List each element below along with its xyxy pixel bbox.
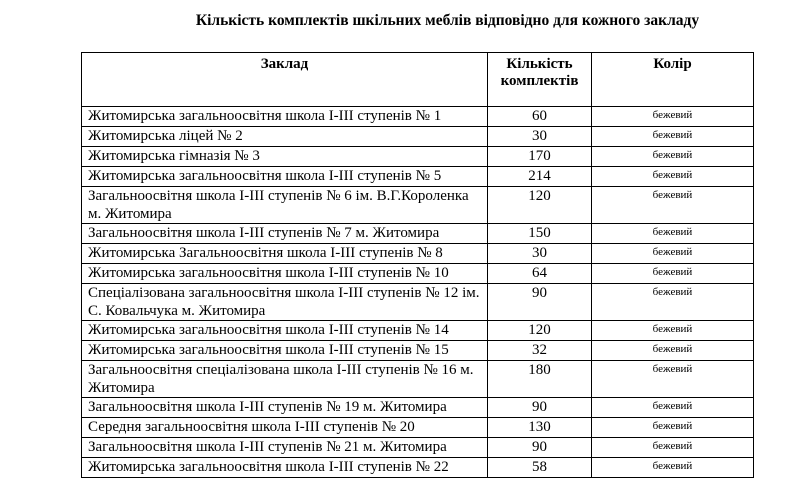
table-row	[82, 224, 754, 244]
color-cell: бежевий	[592, 418, 754, 438]
color-cell: бежевий	[592, 321, 754, 341]
quantity-cell: 30	[488, 127, 592, 147]
school-cell: Загальноосвітня школа І-ІІІ ступенів № 7 м. Житомира	[82, 224, 488, 244]
table-header-row	[82, 53, 754, 107]
table-row	[82, 127, 754, 147]
quantity-cell: 90	[488, 398, 592, 418]
color-cell: бежевий	[592, 264, 754, 284]
quantity-cell: 150	[488, 224, 592, 244]
school-cell: Спеціалізована загальноосвітня школа І-ІІІ ступенів № 12 ім. С. Ковальчука м. Житомира	[82, 284, 488, 321]
header-school: Заклад	[82, 53, 488, 107]
quantity-cell: 58	[488, 458, 592, 478]
quantity-cell: 130	[488, 418, 592, 438]
color-cell: бежевий	[592, 438, 754, 458]
school-cell: Житомирська гімназія № 3	[82, 147, 488, 167]
quantity-cell: 214	[488, 167, 592, 187]
table-row	[82, 418, 754, 438]
color-cell: бежевий	[592, 127, 754, 147]
quantity-cell: 90	[488, 438, 592, 458]
quantity-cell: 60	[488, 107, 592, 127]
table-row	[82, 147, 754, 167]
quantity-cell: 90	[488, 284, 592, 321]
table-row	[82, 458, 754, 478]
school-cell: Житомирська загальноосвітня школа І-ІІІ ступенів № 5	[82, 167, 488, 187]
table-row	[82, 167, 754, 187]
color-cell: бежевий	[592, 187, 754, 224]
table-row	[82, 321, 754, 341]
school-cell: Житомирська ліцей № 2	[82, 127, 488, 147]
color-cell: бежевий	[592, 341, 754, 361]
table-row	[82, 187, 754, 224]
school-cell: Житомирська загальноосвітня школа І-ІІІ ступенів № 15	[82, 341, 488, 361]
school-cell: Загальноосвітня школа І-ІІІ ступенів № 21 м. Житомира	[82, 438, 488, 458]
document-title: Кількість комплектів шкільних меблів відповідно для кожного закладу	[195, 12, 700, 29]
color-cell: бежевий	[592, 398, 754, 418]
school-cell: Житомирська Загальноосвітня школа І-ІІІ ступенів № 8	[82, 244, 488, 264]
table-row	[82, 341, 754, 361]
table-row	[82, 398, 754, 418]
header-color: Колір	[592, 53, 754, 107]
school-cell: Житомирська загальноосвітня школа І-ІІІ ступенів № 14	[82, 321, 488, 341]
header-quantity	[488, 53, 592, 107]
quantity-cell: 120	[488, 321, 592, 341]
header-quantity-line2: комплектів	[500, 73, 579, 89]
color-cell: бежевий	[592, 147, 754, 167]
table-row	[82, 244, 754, 264]
furniture-table	[81, 52, 754, 478]
quantity-cell: 64	[488, 264, 592, 284]
color-cell: бежевий	[592, 224, 754, 244]
color-cell: бежевий	[592, 284, 754, 321]
quantity-cell: 120	[488, 187, 592, 224]
school-cell: Загальноосвітня школа І-ІІІ ступенів № 6 ім. В.Г.Короленка м. Житомира	[82, 187, 488, 224]
table-row	[82, 361, 754, 398]
color-cell: бежевий	[592, 361, 754, 398]
quantity-cell: 170	[488, 147, 592, 167]
school-cell: Загальноосвітня школа І-ІІІ ступенів № 19 м. Житомира	[82, 398, 488, 418]
quantity-cell: 32	[488, 341, 592, 361]
quantity-cell: 180	[488, 361, 592, 398]
school-cell: Загальноосвітня спеціалізована школа І-ІІІ ступенів № 16 м. Житомира	[82, 361, 488, 398]
table-row	[82, 107, 754, 127]
school-cell: Середня загальноосвітня школа І-ІІІ ступенів № 20	[82, 418, 488, 438]
school-cell: Житомирська загальноосвітня школа І-ІІІ ступенів № 22	[82, 458, 488, 478]
color-cell: бежевий	[592, 458, 754, 478]
header-quantity-line1: Кількість	[506, 56, 573, 72]
color-cell: бежевий	[592, 244, 754, 264]
color-cell: бежевий	[592, 167, 754, 187]
table-row	[82, 284, 754, 321]
quantity-cell: 30	[488, 244, 592, 264]
school-cell: Житомирська загальноосвітня школа І-ІІІ ступенів № 1	[82, 107, 488, 127]
color-cell: бежевий	[592, 107, 754, 127]
table-row	[82, 264, 754, 284]
school-cell: Житомирська загальноосвітня школа І-ІІІ ступенів № 10	[82, 264, 488, 284]
table-row	[82, 438, 754, 458]
